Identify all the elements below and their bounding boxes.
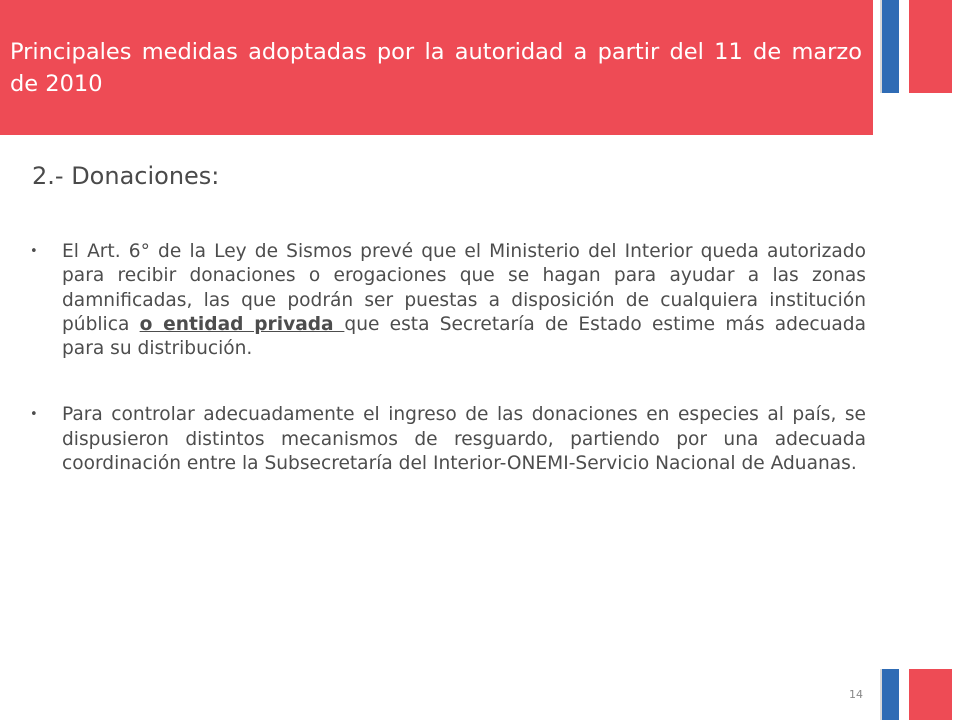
page-number: 14 — [849, 688, 863, 701]
bullet-emphasis: o entidad privada — [139, 313, 345, 335]
bullet-list — [30, 240, 866, 518]
bullet-text-before: Para controlar adecuadamente el ingreso de las donaciones en especies al país, se dispusieron distintos mecanismos de resguardo, partiendo por una adecuada coordinación entre la Subsecretaría del Interior-ONEMI-Servicio Nacional de Aduanas. — [62, 404, 866, 475]
bullet-item — [30, 403, 866, 476]
bullet-icon: • — [30, 244, 38, 259]
section-heading: 2.- Donaciones: — [32, 162, 220, 190]
bullet-text-before: El Art. 6° de la Ley de Sismos prevé que el Ministerio del Interior queda autorizado para recibir donaciones o erogaciones que se hagan para ayudar a las zonas damnificadas, las que podrán ser puestas a disposición de cualquiera institución pública — [62, 241, 866, 335]
title-bar — [0, 0, 873, 135]
slide-title: Principales medidas adoptadas por la autoridad a partir del 11 de marzo de 2010 — [10, 39, 862, 97]
bullet-icon: • — [30, 407, 38, 423]
flag-top-icon — [882, 0, 952, 93]
flag-bottom-icon — [882, 669, 952, 720]
bullet-item — [30, 240, 866, 361]
bullet-text-after: que esta Secretaría de Estado estime más adecuada para su distribución. — [62, 313, 866, 360]
